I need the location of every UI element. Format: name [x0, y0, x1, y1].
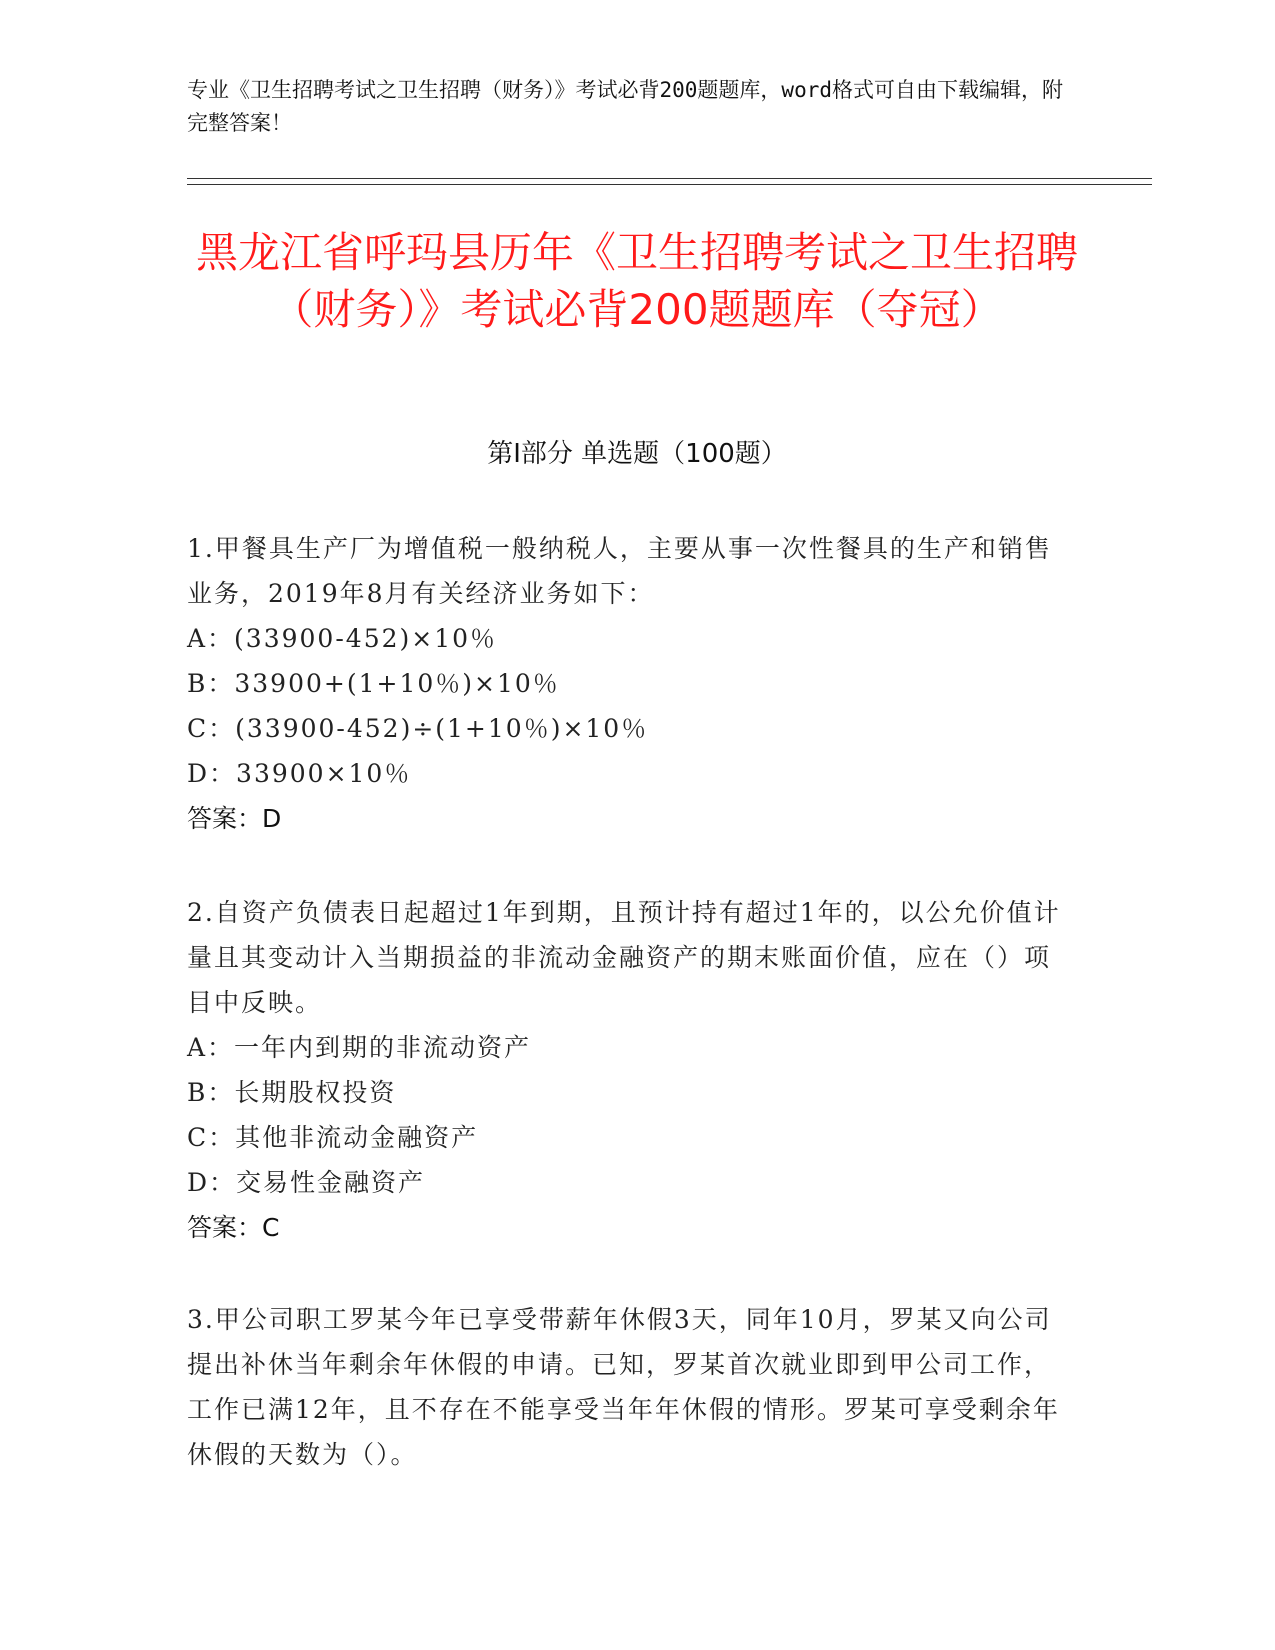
option-a: A：一年内到期的非流动资产: [187, 1033, 532, 1062]
header-divider-top: [187, 178, 1152, 179]
question-2: [187, 890, 1067, 1250]
option-c: C：(33900-452)÷(1+10％)×10％: [187, 714, 649, 743]
question-stem: 1.甲餐具生产厂为增值税一般纳税人，主要从事一次性餐具的生产和销售业务，2019年8月有关经济业务如下：: [187, 534, 1052, 608]
document-title: 黑龙江省呼玛县历年《卫生招聘考试之卫生招聘（财务）》考试必背200题题库（夺冠）: [195, 228, 1078, 334]
question-1: [187, 526, 1067, 841]
option-a: A：(33900-452)×10％: [187, 624, 498, 653]
answer: 答案：C: [187, 1213, 280, 1242]
option-d: D：交易性金融资产: [187, 1168, 426, 1197]
option-b: B：33900+(1+10％)×10％: [187, 669, 560, 698]
question-3: [187, 1297, 1067, 1477]
header-note: 专业《卫生招聘考试之卫生招聘（财务）》考试必背200题题库，word格式可自由下载编辑，附完整答案！: [187, 78, 1063, 135]
option-c: C：其他非流动金融资产: [187, 1123, 479, 1152]
answer: 答案：D: [187, 804, 282, 833]
option-b: B：长期股权投资: [187, 1078, 397, 1107]
question-stem: 2.自资产负债表日起超过1年到期，且预计持有超过1年的，以公允价值计量且其变动计入当期损益的非流动金融资产的期末账面价值，应在（）项目中反映。: [187, 898, 1061, 1017]
question-stem: 3.甲公司职工罗某今年已享受带薪年休假3天，同年10月，罗某又向公司提出补休当年剩余年休假的申请。已知，罗某首次就业即到甲公司工作，工作已满12年，且不存在不能享受当年年休假的情形。罗某可享受剩余年休假的天数为（）。: [187, 1305, 1060, 1469]
section-heading: 第Ⅰ部分 单选题（100题）: [487, 439, 787, 469]
header-divider-bottom: [187, 184, 1152, 185]
option-d: D：33900×10％: [187, 759, 412, 788]
